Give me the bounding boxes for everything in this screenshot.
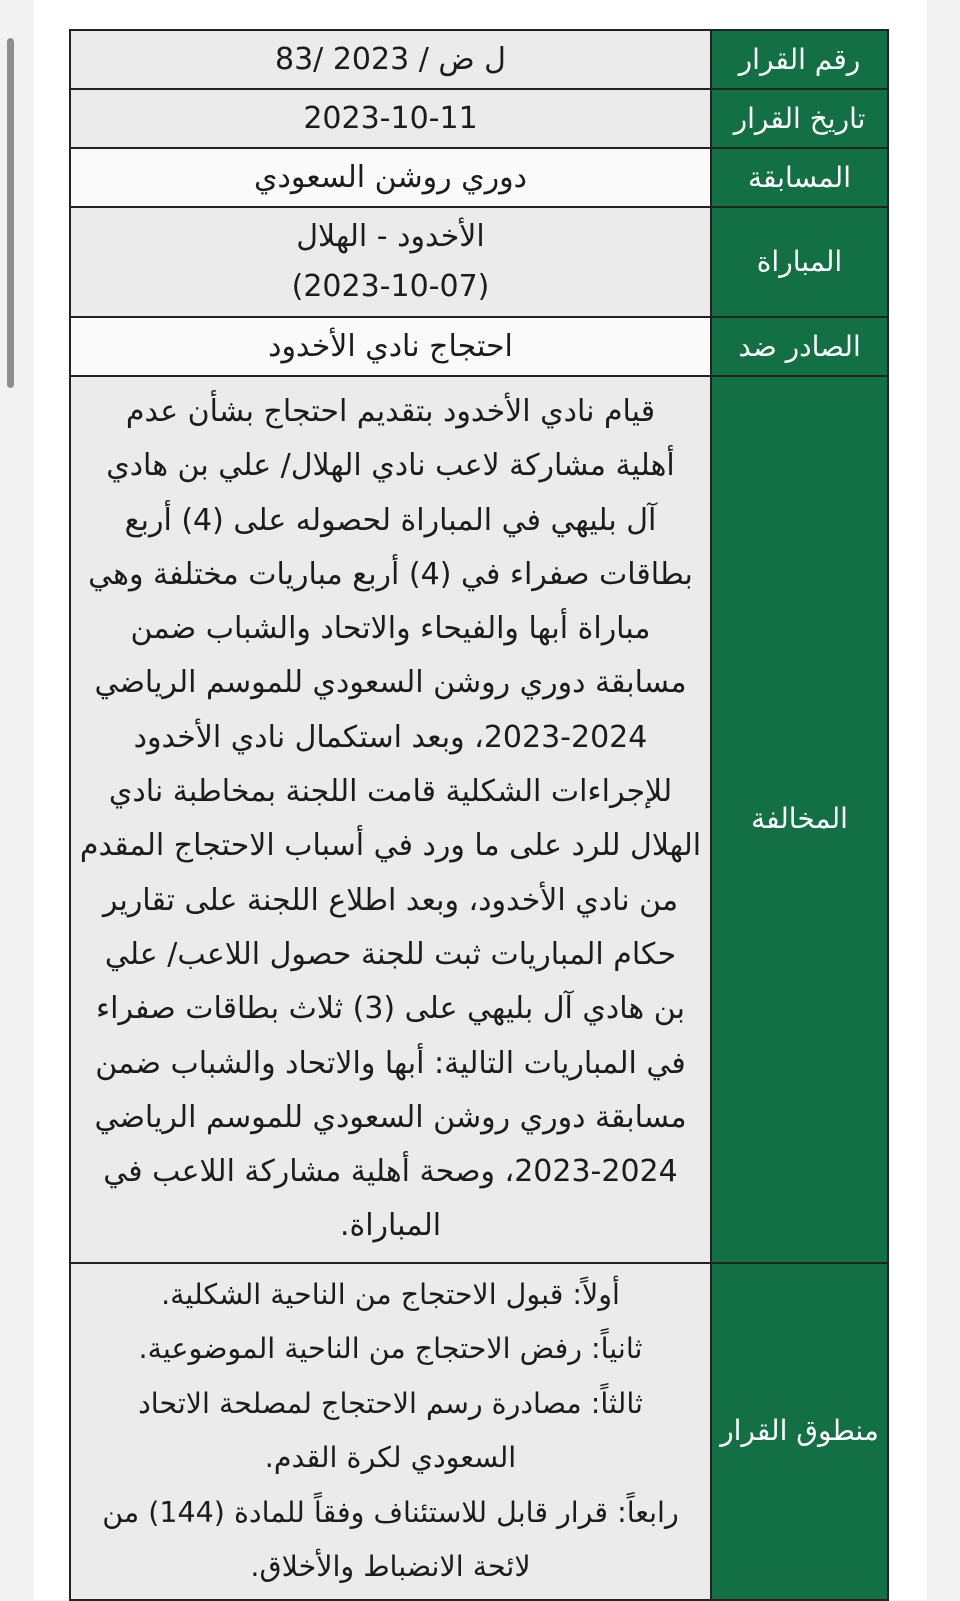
value-competition [70, 148, 711, 207]
violation-line: مسابقة دوري روشن السعودي للموسم الرياضي [94, 1099, 687, 1135]
label-decision-number: رقم القرار [711, 30, 888, 89]
violation-line: 2023-2024، وبعد استكمال نادي الأخدود [133, 719, 648, 755]
verdict-line: رابعاً: قرار قابل للاستئناف وفقاً للمادة (144) من [102, 1495, 679, 1529]
label-competition: المسابقة [711, 148, 888, 207]
violation-line: في المباريات التالية: أبها والاتحاد والشباب ضمن [95, 1045, 686, 1081]
verdict-line: لائحة الانضباط والأخلاق. [250, 1550, 531, 1584]
value-decision-date [70, 89, 711, 148]
issued-against-text: احتجاج نادي الأخدود [268, 328, 513, 364]
row-competition [70, 148, 888, 207]
verdict-line: ثالثاً: مصادرة رسم الاحتجاج لمصلحة الاتحاد [138, 1386, 643, 1420]
label-match: المباراة [711, 207, 888, 317]
violation-line: قيام نادي الأخدود بتقديم احتجاج بشأن عدم [125, 394, 656, 429]
violation-line: من نادي الأخدود، وبعد اطلاع اللجنة على تقارير [102, 882, 679, 918]
row-violation [70, 376, 888, 1263]
violation-line: للإجراءات الشكلية قامت اللجنة بمخاطبة نادي [108, 774, 673, 810]
violation-line: حكام المباريات ثبت للجنة حصول اللاعب/ علي [104, 936, 677, 972]
violation-line: الهلال للرد على ما ورد في أسباب الاحتجاج المقدم [79, 828, 702, 864]
verdict-line: السعودي لكرة القدم. [264, 1441, 517, 1475]
decision-date-text: 2023-10-11 [303, 100, 478, 136]
row-decision-number [70, 30, 888, 89]
violation-line: مباراة أبها والفيحاء والاتحاد والشباب ضمن [130, 611, 651, 647]
row-decision-date [70, 89, 888, 148]
verdict-line: أولاً: قبول الاحتجاج من الناحية الشكلية. [161, 1277, 620, 1311]
value-decision-number [70, 30, 711, 89]
violation-line: آل بليهي في المباراة لحصوله على (4) أربع [124, 502, 657, 538]
value-violation [70, 376, 711, 1263]
violation-line: المباراة. [339, 1208, 442, 1244]
value-issued-against [70, 317, 711, 376]
label-decision-date: تاريخ القرار [711, 89, 888, 148]
label-violation: المخالفة [711, 376, 888, 1263]
row-match [70, 207, 888, 317]
violation-line: مسابقة دوري روشن السعودي للموسم الرياضي [94, 665, 687, 701]
row-issued-against [70, 317, 888, 376]
match-teams: الأخدود - الهلال [296, 219, 485, 254]
label-verdict: منطوق القرار [711, 1263, 888, 1600]
scrollbar-thumb[interactable] [7, 38, 14, 388]
value-verdict [70, 1263, 711, 1600]
violation-line: بن هادي آل بليهي على (3) ثلاث بطاقات صفراء [96, 991, 685, 1027]
verdict-line: ثانياً: رفض الاحتجاج من الناحية الموضوعية. [138, 1332, 643, 1366]
violation-line: أهلية مشاركة لاعب نادي الهلال/ علي بن هادي [106, 448, 675, 484]
violation-line: 2023-2024، وصحة أهلية مشاركة اللاعب في [103, 1154, 678, 1190]
match-date: (2023-10-07) [291, 269, 490, 304]
row-verdict [70, 1263, 888, 1600]
value-match [70, 207, 711, 317]
violation-line: بطاقات صفراء في (4) أربع مباريات مختلفة وهي [88, 556, 693, 592]
label-issued-against: الصادر ضد [711, 317, 888, 376]
decision-table [69, 29, 889, 1601]
decision-number-text: 83/ ل ض / 2023 [275, 41, 506, 77]
competition-text: دوري روشن السعودي [254, 159, 527, 195]
